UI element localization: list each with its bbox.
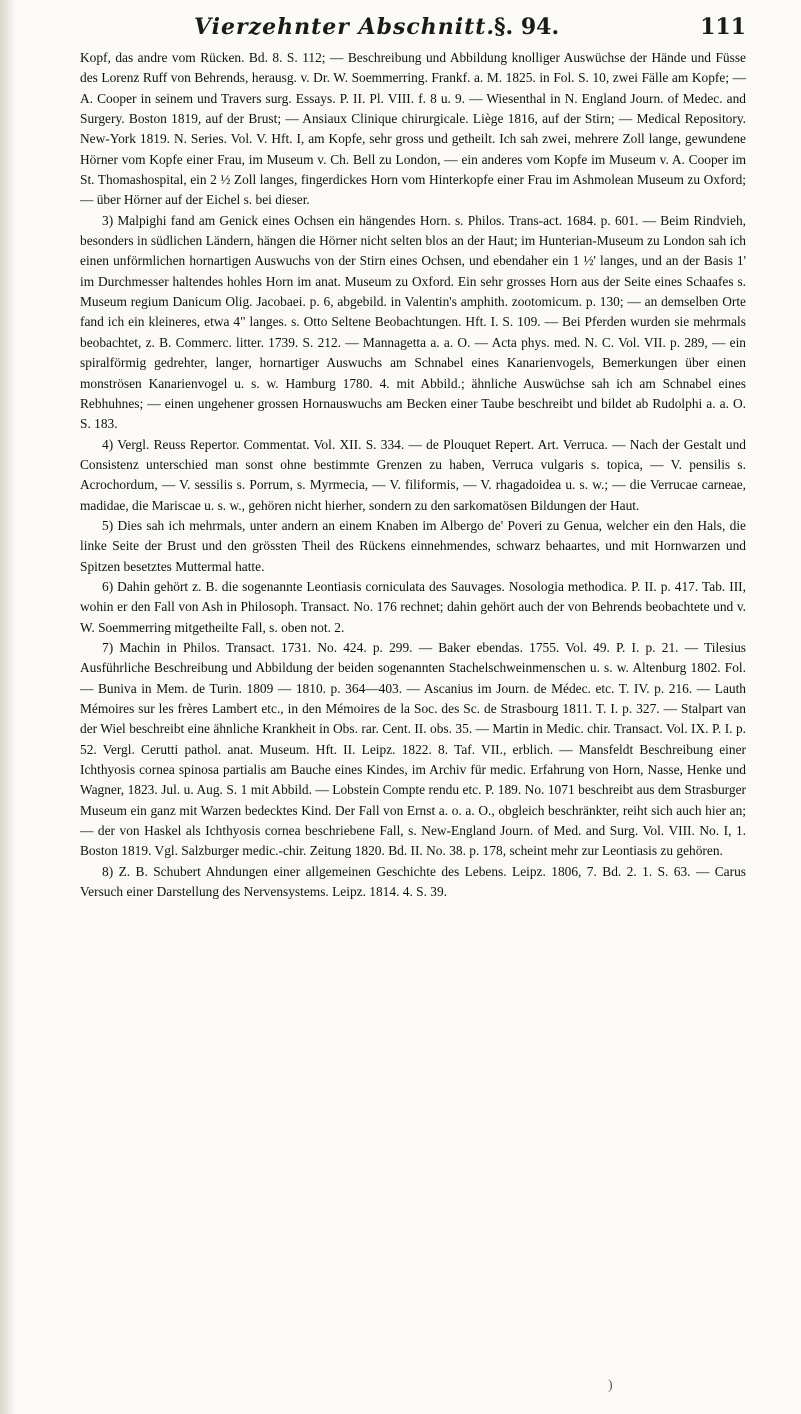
end-mark: )	[608, 1378, 613, 1393]
footnote-7: 7) Machin in Philos. Transact. 1731. No. 424. p. 299. — Baker ebendas. 1755. Vol. 49. P. I. p. 21. — Tilesius Ausführliche Beschreibung und Abbildung der beiden sogenannten Stachelschweinmenschen u. s. w. Altenburg 1802. Fol. — Buniva in Mem. de Turin. 1809 — 1810. p. 364—403. — Ascanius im Journ. de Médec. etc. T. IV. p. 216. — Lauth Mémoires sur les frères Lambert etc., in den Mémoires de la Soc. des Sc. de Strasbourg 1811. T. I. p. 327. — Stalpart van der Wiel beschreibt eine ähnliche Krankheit in Obs. rar. Cent. II. obs. 35. — Martin in Medic. chir. Transact. Vol. IX. P. I. p. 52. Vergl. Cerutti pathol. anat. Museum. Hft. II. Leipz. 1822. 8. Taf. VII., erblich. — Mansfeldt Beschreibung einer Ichthyosis cornea spinosa partialis am Bauche eines Kindes, im Archiv für medic. Erfahrung von Horn, Nasse, Henke und Wagner, 1823. Jul. u. Aug. S. 1 mit Abbild. — Lobstein Compte rendu etc. P. 189. No. 1071 beschreibt aus dem Strasburger Museum ein ganz mit Warzen bedecktes Kind. Der Fall von Ernst a. o. a. O., obgleich beschränkter, reiht sich auch hier an; — der von Haskel als Ichthyosis cornea beschriebene Fall, s. New-England Journ. of Med. and Surg. Vol. VIII. No. I, 1. Boston 1819. Vgl. Salzburger medic.-chir. Zeitung 1820. Bd. II. No. 38. p. 178, scheint mehr zur Leontiasis zu gehören.	[80, 639, 746, 859]
footnote-6: 6) Dahin gehört z. B. die sogenannte Leontiasis corniculata des Sauvages. Nosologia methodica. P. II. p. 417. Tab. III, wohin er den Fall von Ash in Philosoph. Transact. No. 176 rechnet; dahin gehört auch der von Behrends beobachtete und v. W. Soemmerring mitgetheilte Fall, s. oben not. 2.	[80, 578, 746, 635]
footnotes-text	[80, 48, 746, 902]
binding-shadow	[0, 0, 16, 1414]
page-number: 111	[700, 14, 746, 40]
footnote-3: 3) Malpighi fand am Genick eines Ochsen ein hängendes Horn. s. Philos. Trans-act. 1684. p. 601. — Beim Rindvieh, besonders in südlichen Ländern, hängen die Hörner nicht selten blos an der Haut; im Hunterian-Museum zu London sah ich einen unförmlichen hornartigen Auswuchs von der Stirn eines Ochsen, und ebendaher ein 1 ½' langes, und an der Basis 1' im Durchmesser haltendes hohles Horn im anat. Museum zu Oxford. Ein sehr grosses Horn aus der Seite eines Schaafes s. Museum regium Danicum Olig. Jacobaei. p. 6, abgebild. in Valentin's amphith. zootomicum. p. 130; — an demselben Orte fand ich ein kleineres, etwa 4" langes. s. Otto Seltene Beobachtungen. Hft. I. S. 109. — Bei Pferden wurden sie mehrmals beobachtet, z. B. Commerc. litter. 1739. S. 212. — Mannagetta a. a. O. — Acta phys. med. N. C. Vol. VII. p. 289, — ein spiralförmig gedrehter, langer, hornartiger Auswuchs am Schnabel eines Kanarienvogels, Bemerkungen über einen monströsen Kanarienvogel u. s. w. Hamburg 1780. 4. mit Abbild.; ähnliche Auswüchse sah ich am Schnabel eines Rebhuhnes; — einen ungehener grossen Hornauswuchs am Becken einer Taube beschreibt und bildet ab Rudolphi a. a. O. S. 183.	[80, 212, 746, 432]
footnote-5: 5) Dies sah ich mehrmals, unter andern an einem Knaben im Albergo de' Poveri zu Genua, welcher ein den Hals, die linke Seite der Brust und den grössten Theil des Rückens einnehmendes, schwarz behaartes, und mit Hornwarzen und Spitzen besetztes Muttermal hatte.	[80, 517, 746, 574]
section-number: §. 94.	[494, 14, 560, 40]
footnote-continuation: Kopf, das andre vom Rücken. Bd. 8. S. 112; — Beschreibung und Abbildung knolliger Auswüchse der Hände und Füsse des Lorenz Ruff von Behrends, herausg. v. Dr. W. Soemmerring. Frankf. a. M. 1825. in Fol. S. 10, zwei Fälle am Kopfe; — A. Cooper in seinem und Travers surg. Essays. P. II. Pl. VIII. f. 8 u. 9. — Wiesenthal in N. England Journ. of Medec. and Surgery. Boston 1819, auf der Brust; — Ansiaux Clinique chirurgicale. Liège 1816, auf der Stirn; — Medical Repository. New-York 1819. N. Series. Vol. V. Hft. I, am Kopfe, sehr gross und getheilt. Ich sah zwei, mehrere Zoll lange, gewundene Hörner vom Kopfe einer Frau, im Museum v. Ch. Bell zu London, — ein anderes vom Kopfe im Museum v. A. Cooper im St. Thomashospital, ein 2 ½ Zoll langes, fingerdickes Horn vom Hinterkopfe einer Frau im Ashmolean Museum zu Oxford; — über Hörner auf der Eichel s. bei dieser.	[80, 50, 746, 208]
footnote-4: 4) Vergl. Reuss Repertor. Commentat. Vol. XII. S. 334. — de Plouquet Repert. Art. Verruca. — Nach der Gestalt und Consistenz unterschied man sonst ohne bestimmte Grenzen zu haben, Verruca vulgaris s. topica, — V. pensilis s. Acrochordum, — V. sessilis s. Porrum, s. Myrmecia, — V. filiformis, — V. rhagadoidea u. s. w.; — die Verrucae carneae, madidae, die Mariscae u. s. w., gehören nicht hierher, sondern zu den sarkomatösen Bildungen der Haut.	[80, 436, 746, 513]
running-title: Vierzehnter Abschnitt.	[194, 14, 496, 40]
footnote-8: 8) Z. B. Schubert Ahndungen einer allgemeinen Geschichte des Lebens. Leipz. 1806, 7. Bd. 2. 1. S. 63. — Carus Versuch einer Darstellung des Nervensystems. Leipz. 1814. 4. S. 39.	[80, 863, 746, 900]
page-header	[94, 8, 746, 44]
